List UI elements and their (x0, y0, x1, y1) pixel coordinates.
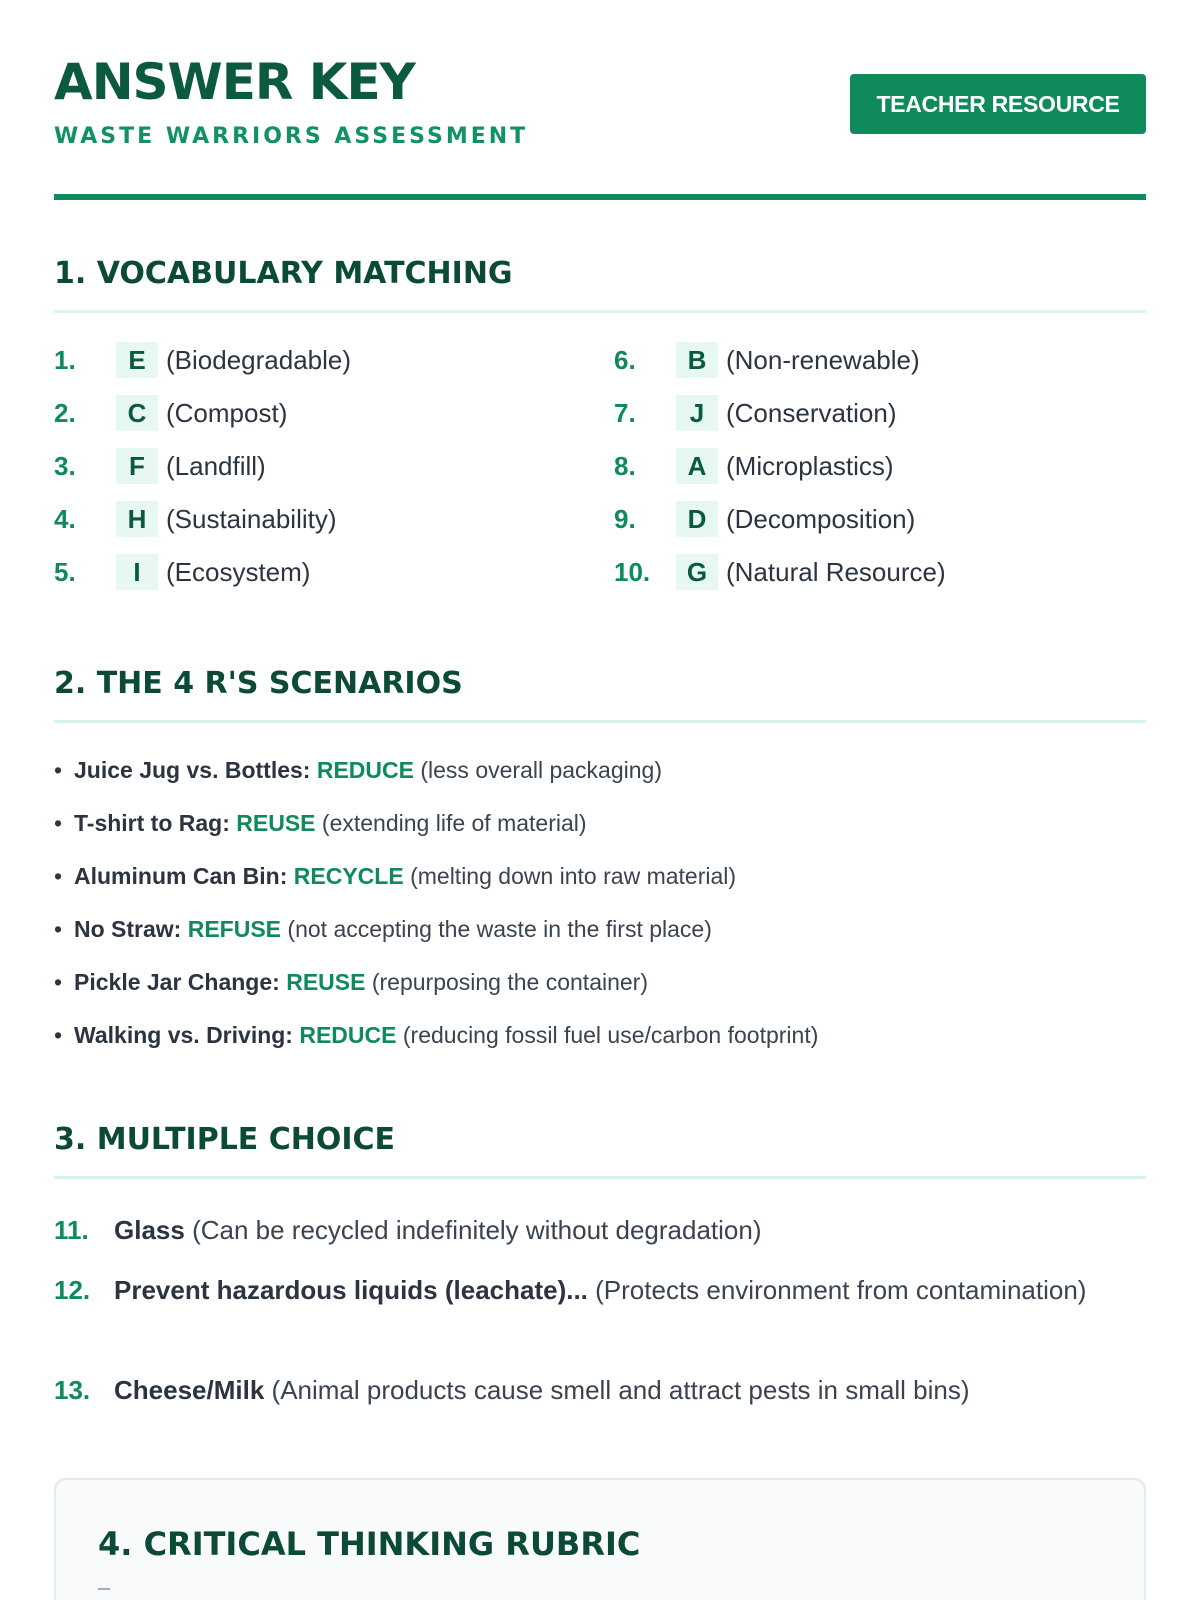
scenario-item (54, 805, 587, 841)
vocab-number: 8. (614, 450, 636, 481)
vocab-answer-10 (614, 552, 946, 592)
page-header (54, 50, 1146, 200)
vocab-letter: G (676, 554, 718, 590)
scenario-item (54, 858, 736, 894)
vocab-letter: C (116, 395, 158, 431)
scenario-explanation: (not accepting the waste in the first place) (287, 916, 712, 942)
scenario-answer: REUSE (236, 810, 316, 836)
scenario-explanation: (extending life of material) (321, 810, 587, 836)
vocab-letter: D (676, 501, 718, 537)
mc-answer: Prevent hazardous liquids (leachate)... (114, 1275, 588, 1305)
scenario-answer: REDUCE (316, 757, 414, 783)
vocab-term: (Natural Resource) (726, 556, 946, 587)
scenario-answer: REDUCE (299, 1022, 397, 1048)
vocab-number: 3. (54, 450, 76, 481)
scenarios-section-title: 2. THE 4 R'S SCENARIOS (54, 664, 1146, 723)
mc-answer-12 (54, 1270, 1146, 1310)
mc-number: 13. (54, 1375, 91, 1405)
vocab-letter: A (676, 448, 718, 484)
vocab-number: 1. (54, 344, 76, 375)
scenario-explanation: (repurposing the container) (371, 969, 649, 995)
mc-explanation: (Protects environment from contamination) (595, 1275, 1087, 1305)
scenario-item (54, 1017, 818, 1053)
vocab-number: 10. (614, 556, 651, 587)
scenario-explanation: (less overall packaging) (420, 757, 662, 783)
bullet: • (54, 863, 63, 889)
rubric-content-mark (98, 1588, 110, 1590)
page-title: ANSWER KEY (54, 53, 415, 111)
scenario-label: Juice Jug vs. Bottles: (74, 757, 311, 783)
vocab-letter: F (116, 448, 158, 484)
vocab-letter: I (116, 554, 158, 590)
vocab-term: (Microplastics) (726, 450, 894, 481)
scenario-item (54, 964, 648, 1000)
scenario-explanation: (reducing fossil fuel use/carbon footprint) (402, 1022, 819, 1048)
scenario-item (54, 911, 712, 947)
vocab-letter: B (676, 342, 718, 378)
scenario-answer: RECYCLE (293, 863, 404, 889)
vocab-term: (Decomposition) (726, 503, 916, 534)
mc-number: 12. (54, 1275, 91, 1305)
vocab-term: (Non-renewable) (726, 344, 920, 375)
vocab-answer-9 (614, 499, 915, 539)
vocab-term: (Conservation) (726, 397, 897, 428)
vocab-answer-1 (54, 340, 351, 380)
mc-explanation: (Animal products cause smell and attract pests in small bins) (271, 1375, 970, 1405)
vocab-term: (Sustainability) (166, 503, 337, 534)
scenario-label: T-shirt to Rag: (74, 810, 230, 836)
scenario-label: Walking vs. Driving: (74, 1022, 293, 1048)
vocab-answer-7 (614, 393, 897, 433)
bullet: • (54, 916, 63, 942)
rubric-section-title: 4. CRITICAL THINKING RUBRIC (98, 1525, 641, 1563)
page-subtitle: WASTE WARRIORS ASSESSMENT (54, 124, 529, 149)
vocab-term: (Compost) (166, 397, 288, 428)
mc-number: 11. (54, 1215, 89, 1245)
teacher-resource-badge: TEACHER RESOURCE (850, 74, 1146, 134)
multiple-choice-section-title: 3. MULTIPLE CHOICE (54, 1120, 1146, 1179)
vocab-term: (Biodegradable) (166, 344, 352, 375)
scenario-answer: REFUSE (187, 916, 282, 942)
vocab-answer-8 (614, 446, 894, 486)
scenario-answer: REUSE (286, 969, 366, 995)
vocab-term: (Ecosystem) (166, 556, 311, 587)
vocab-number: 2. (54, 397, 76, 428)
scenario-label: No Straw: (74, 916, 182, 942)
vocab-number: 5. (54, 556, 76, 587)
bullet: • (54, 757, 63, 783)
mc-answer-11 (54, 1210, 1146, 1250)
scenario-item (54, 752, 662, 788)
rubric-panel (54, 1478, 1146, 1600)
vocab-answer-2 (54, 393, 287, 433)
vocab-number: 9. (614, 503, 636, 534)
bullet: • (54, 810, 63, 836)
vocab-term: (Landfill) (166, 450, 266, 481)
mc-answer: Cheese/Milk (114, 1375, 265, 1405)
vocab-number: 7. (614, 397, 636, 428)
bullet: • (54, 969, 63, 995)
vocab-letter: E (116, 342, 158, 378)
vocab-answer-6 (614, 340, 920, 380)
scenario-label: Pickle Jar Change: (74, 969, 280, 995)
scenario-explanation: (melting down into raw material) (410, 863, 737, 889)
vocab-letter: H (116, 501, 158, 537)
vocab-number: 6. (614, 344, 636, 375)
vocab-number: 4. (54, 503, 76, 534)
bullet: • (54, 1022, 63, 1048)
vocab-answer-3 (54, 446, 266, 486)
vocabulary-section-title: 1. VOCABULARY MATCHING (54, 254, 1146, 313)
mc-answer-13 (54, 1370, 1146, 1410)
mc-explanation: (Can be recycled indefinitely without degradation) (192, 1215, 762, 1245)
vocab-answer-4 (54, 499, 337, 539)
mc-answer: Glass (114, 1215, 185, 1245)
scenario-label: Aluminum Can Bin: (74, 863, 288, 889)
vocab-letter: J (676, 395, 718, 431)
vocab-answer-5 (54, 552, 310, 592)
